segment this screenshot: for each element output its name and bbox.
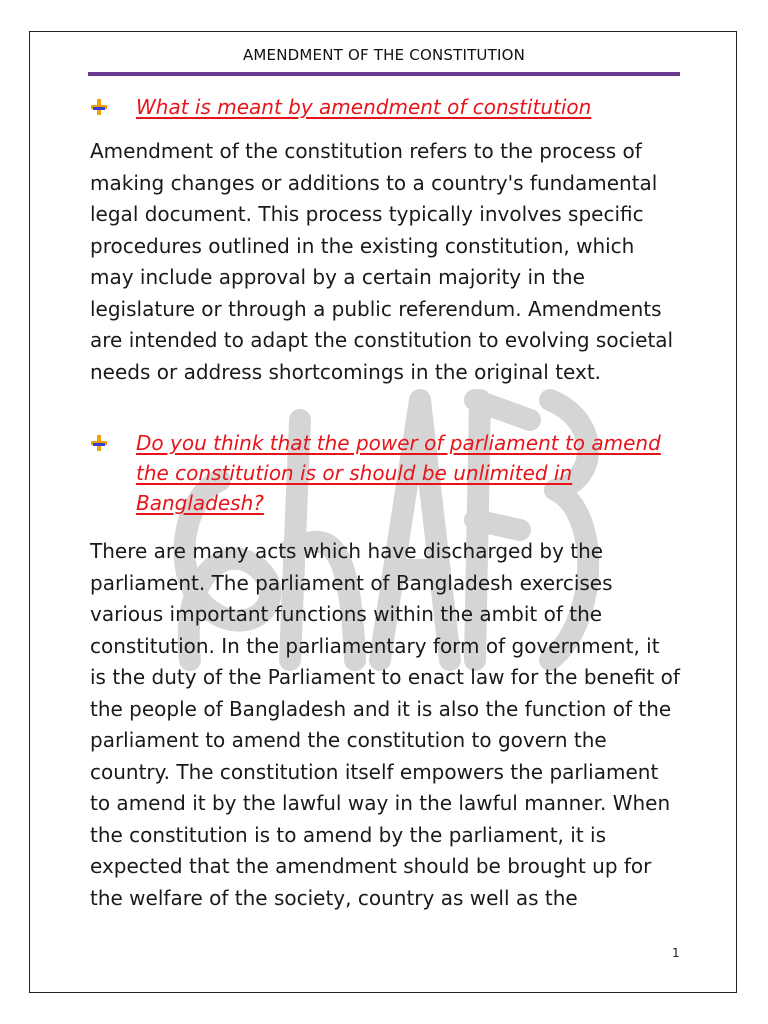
section-body-2: There are many acts which have discharged by the parliament. The parliament of Bangladesh exercises various important functions within the ambit of the constitution. In the parliamentary form of government, it is the duty of the Parliament to enact law for the benefit of the people of Bangladesh and it is also the function of the parliament to amend the constitution to govern the country. The constitution itself empowers the parliament to amend it by the lawful way in the lawful manner. When the constitution is to amend by the parliament, it is expected that the amendment should be brought up for the welfare of the society, country as well as the	[90, 539, 680, 910]
section-heading-1-text: What is meant by amendment of constitution	[136, 95, 592, 119]
bullet-cross-icon	[90, 98, 108, 116]
bullet-cross-icon	[90, 434, 108, 452]
section-heading-1	[112, 92, 591, 122]
section-body-1: Amendment of the constitution refers to the process of making changes or additions to a country's fundamental legal document. This process typically involves specific procedures outlined in the existing constitution, which may include approval by a certain majority in the legislature or through a public referendum. Amendments are intended to adapt the constitution to evolving societal needs or address shortcomings in the original text.	[90, 139, 674, 384]
title-rule	[88, 72, 680, 76]
page-number: 1	[672, 946, 680, 960]
section-heading-2-text: Do you think that the power of parliament to amend the constitution is or should be unlimited in Bangladesh?	[136, 431, 661, 515]
document-title: AMENDMENT OF THE CONSTITUTION	[242, 46, 526, 64]
section-heading-2	[112, 428, 672, 518]
